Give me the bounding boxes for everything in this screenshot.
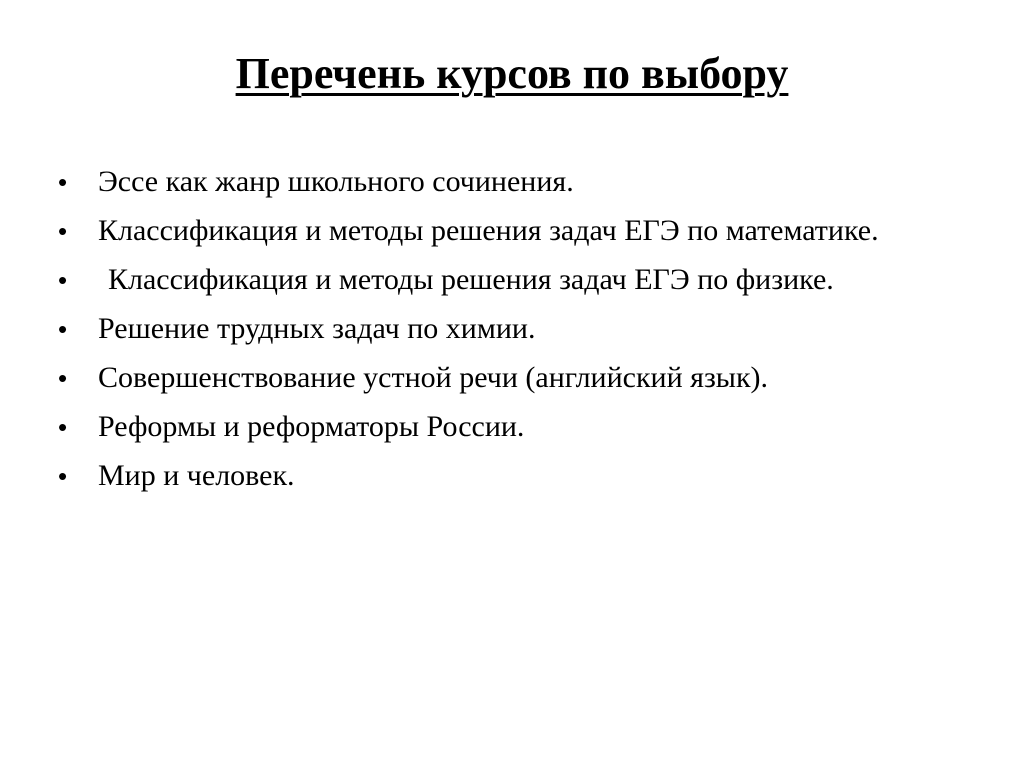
- list-item: [58, 260, 958, 300]
- list-item-text: Мир и человек.: [98, 459, 295, 492]
- bullet-icon: •: [58, 167, 68, 197]
- list-item-text: Классификация и методы решения задач ЕГЭ по физике.: [108, 263, 834, 296]
- list-item-text: Совершенствование устной речи (английский язык).: [98, 361, 769, 394]
- list-item-text: Эссе как жанр школьного сочинения.: [98, 165, 574, 198]
- bullet-icon: •: [58, 216, 68, 246]
- list-item-text: Решение трудных задач по химии.: [98, 312, 536, 345]
- list-item-text: Реформы и реформаторы России.: [98, 410, 525, 443]
- list-item: [58, 407, 958, 447]
- list-item: [58, 309, 958, 349]
- list-item: [58, 162, 958, 202]
- bullet-icon: •: [58, 461, 68, 491]
- bullet-icon: •: [58, 412, 68, 442]
- bullet-icon: •: [58, 363, 68, 393]
- bullet-icon: •: [58, 265, 68, 295]
- slide-title: Перечень курсов по выбору: [235, 49, 789, 98]
- list-item: [58, 456, 958, 496]
- list-item-text: Классификация и методы решения задач ЕГЭ по математике.: [98, 214, 879, 247]
- list-item: [58, 211, 958, 251]
- list-item: [58, 358, 958, 398]
- course-list: [58, 162, 958, 505]
- bullet-icon: •: [58, 314, 68, 344]
